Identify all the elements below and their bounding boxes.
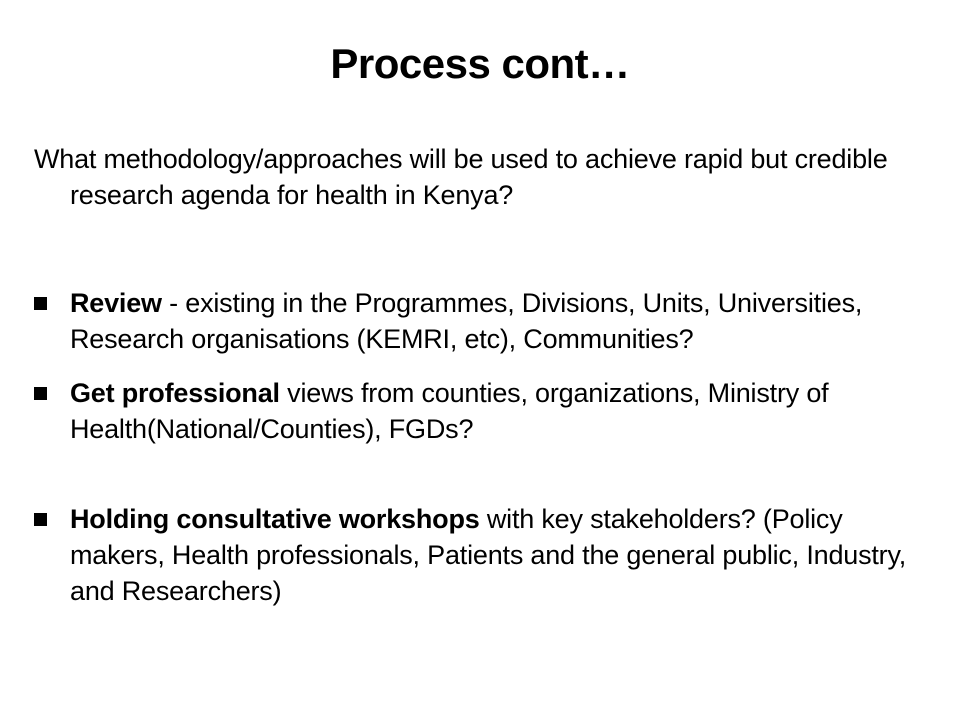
bullet-list (34, 285, 934, 609)
intro-question: What methodology/approaches will be used to achieve rapid but credible research agenda for health in Kenya? (34, 144, 888, 210)
bullet-text: - existing in the Programmes, Divisions, Units, Universities, Research organisations (KEMRI, etc), Communities? (70, 288, 863, 354)
bullet-lead: Review (70, 288, 162, 318)
square-bullet-icon (34, 513, 47, 526)
bullet-item-workshops (34, 501, 934, 609)
bullet-text: views from counties, organizations, Ministry of Health(National/Counties), FGDs? (70, 378, 829, 444)
slide-body (34, 141, 934, 609)
bullet-item-review (34, 285, 934, 357)
square-bullet-icon (34, 387, 47, 400)
bullet-text: with key stakeholders? (Policy makers, Health professionals, Patients and the general public, Industry, and Researchers) (70, 504, 907, 606)
bullet-lead: Holding consultative workshops (70, 504, 480, 534)
bullet-lead: Get professional (70, 378, 280, 408)
square-bullet-icon (34, 297, 47, 310)
slide-title: Process cont… (330, 40, 630, 87)
bullet-item-professional-views (34, 375, 934, 447)
